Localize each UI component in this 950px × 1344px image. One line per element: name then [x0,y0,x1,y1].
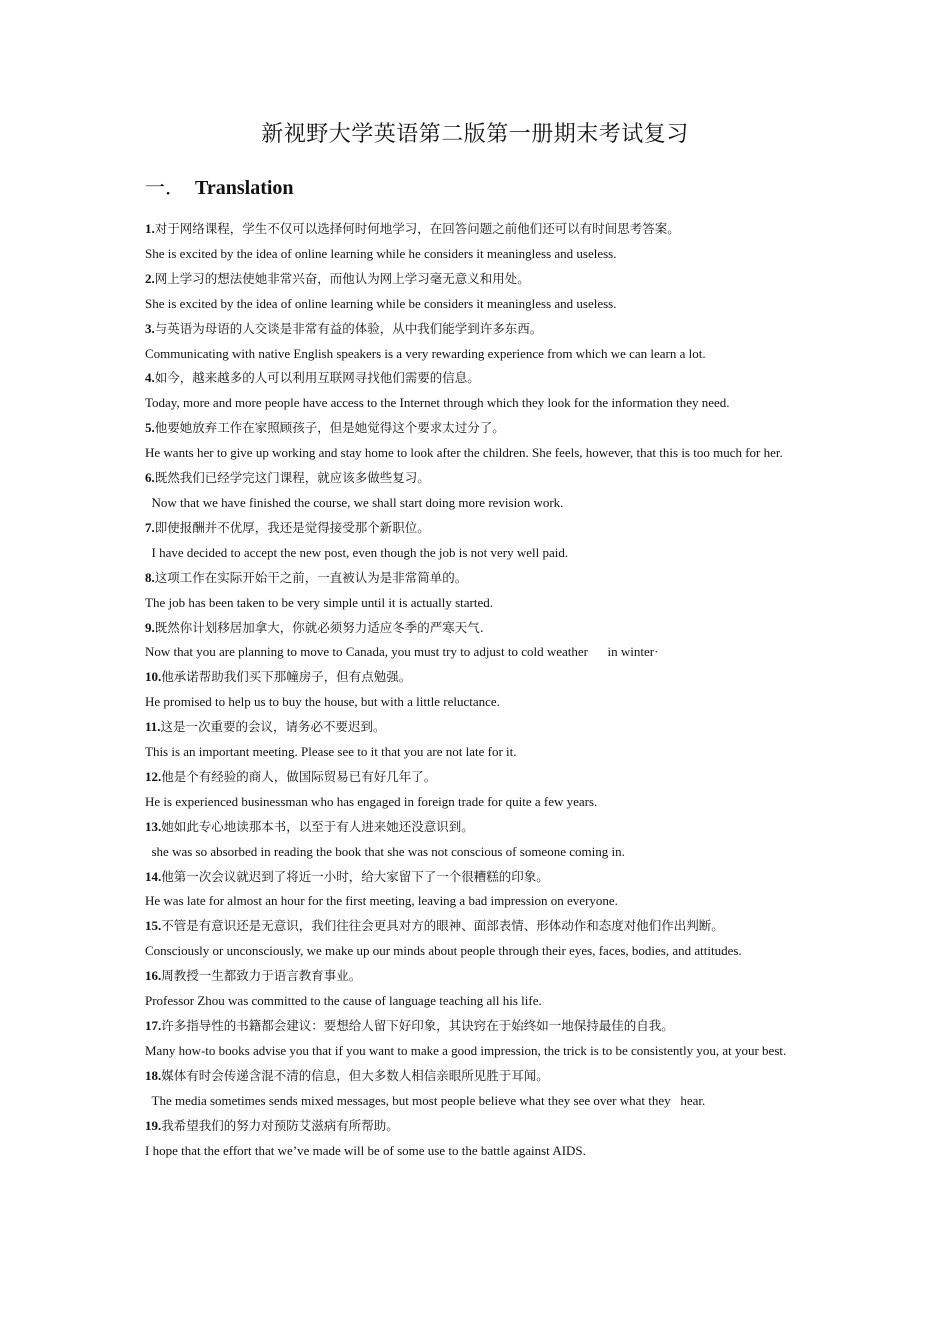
chinese-sentence: 周教授一生都致力于语言教育事业。 [161,968,362,984]
item-number: 9. [145,619,155,635]
chinese-sentence: 即使报酬并不优厚，我还是觉得接受那个新职位。 [154,519,430,535]
english-translation: she was so absorbed in reading the book that she was not conscious of someone coming in. [145,843,625,859]
english-translation: I have decided to accept the new post, even though the job is not very well paid. [145,544,569,560]
chinese-sentence: 她如此专心地读那本书，以至于有人进来她还没意识到。 [161,818,474,834]
item-number: 15. [145,918,162,934]
english-translation: Professor Zhou was committed to the cause of language teaching all his life. [145,993,542,1009]
translation-item-chinese [145,566,815,591]
section-label: Translation [195,177,294,199]
item-number: 6. [145,470,155,486]
translation-item-chinese [145,416,815,441]
document-title: 新视野大学英语第二版第一册期末考试复习 [261,122,689,147]
chinese-sentence: 他要她放弃工作在家照顾孩子，但是她觉得这个要求太过分了。 [154,420,505,436]
translation-item-chinese [145,1114,815,1139]
translation-item-chinese [145,1014,815,1039]
chinese-sentence: 这是一次重要的会议，请务必不要迟到。 [160,719,386,735]
chinese-sentence: 媒体有时会传递含混不清的信息，但大多数人相信亲眼所见胜于耳闻。 [161,1067,549,1083]
section-heading [145,172,294,203]
chinese-sentence: 与英语为母语的人交谈是非常有益的体验，从中我们能学到许多东西。 [154,320,543,336]
translation-item-chinese [145,267,815,292]
english-translation: Today, more and more people have access to the Internet through which they look for the information they need. [145,395,730,411]
chinese-sentence: 既然我们已经学完这门课程，就应该多做些复习。 [154,470,430,486]
chinese-sentence: 他第一次会议就迟到了将近一小时，给大家留下了一个很糟糕的印象。 [161,868,549,884]
translation-item-chinese [145,914,815,939]
item-number: 5. [145,420,155,436]
english-translation: She is excited by the idea of online learning while be considers it meaningless and useless. [145,295,617,311]
item-number: 4. [145,370,155,386]
translation-item-chinese [145,317,815,342]
english-translation: He was late for almost an hour for the first meeting, leaving a bad impression on everyone. [145,893,618,909]
translation-item-chinese [145,217,815,242]
translation-item-chinese [145,616,815,641]
english-translation: The job has been taken to be very simple until it is actually started. [145,594,494,610]
item-number: 12. [145,768,162,784]
chinese-sentence: 不管是有意识还是无意识，我们往往会更具对方的眼神、面部表情、形体动作和态度对他们作出判断。 [161,918,724,934]
chinese-sentence: 我希望我们的努力对预防艾滋病有所帮助。 [161,1117,399,1133]
item-number: 7. [145,519,155,535]
item-number: 8. [145,569,155,585]
english-translation: This is an important meeting. Please see to it that you are not late for it. [145,744,517,760]
english-translation: He is experienced businessman who has engaged in foreign trade for quite a few years. [145,793,598,809]
translation-item-chinese [145,366,815,391]
english-translation: The media sometimes sends mixed messages, but most people believe what they see over what they hear. [145,1092,706,1108]
chinese-sentence: 对于网络课程，学生不仅可以选择何时何地学习，在回答问题之前他们还可以有时间思考答案。 [154,221,680,236]
chinese-sentence: 网上学习的想法使她非常兴奋，而他认为网上学习毫无意义和用处。 [154,270,530,286]
translation-item-chinese [145,1064,815,1089]
item-number: 1. [145,221,155,236]
translation-item-chinese [145,715,815,740]
section-number: 一． [145,175,185,199]
chinese-sentence: 许多指导性的书籍都会建议：要想给人留下好印象，其诀窍在于始终如一地保持最佳的自我。 [161,1018,674,1033]
item-number: 19. [145,1117,162,1133]
item-number: 17. [145,1018,162,1033]
english-translation: I hope that the effort that we’ve made will be of some use to the battle against AIDS. [145,1142,586,1158]
english-translation: Now that you are planning to move to Canada, you must try to adjust to cold weather in winter· [145,644,659,660]
chinese-sentence: 他承诺帮助我们买下那幢房子，但有点勉强。 [161,669,412,685]
translation-item-chinese [145,964,815,989]
chinese-sentence: 既然你计划移居加拿大，你就必须努力适应冬季的严寒天气. [154,619,484,635]
translation-list [145,217,815,1163]
chinese-sentence: 他是个有经验的商人，做国际贸易已有好几年了。 [161,768,437,784]
item-number: 3. [145,320,155,336]
english-translation: She is excited by the idea of online learning while he considers it meaningless and useless. [145,245,617,261]
item-number: 10. [145,669,162,685]
chinese-sentence: 这项工作在实际开始干之前，一直被认为是非常简单的。 [154,569,468,585]
english-translation: Now that we have finished the course, we shall start doing more revision work. [145,494,564,510]
english-translation: Many how-to books advise you that if you want to make a good impression, the trick is to be consistently you, at your best. [145,1042,787,1058]
item-number: 11. [145,719,161,735]
english-translation: He wants her to give up working and stay home to look after the children. She feels, however, that this is too much for her. [145,445,783,461]
english-translation: Communicating with native English speakers is a very rewarding experience from which we can learn a lot. [145,345,706,361]
translation-item-chinese [145,865,815,890]
translation-item-chinese [145,466,815,491]
translation-item-chinese [145,665,815,690]
english-translation: Consciously or unconsciously, we make up our minds about people through their eyes, faces, bodies, and attitudes. [145,943,742,959]
item-number: 14. [145,868,162,884]
translation-item-chinese [145,815,815,840]
translation-item-chinese [145,765,815,790]
item-number: 18. [145,1067,162,1083]
chinese-sentence: 如今，越来越多的人可以利用互联网寻找他们需要的信息。 [154,370,480,386]
translation-item-chinese [145,516,815,541]
item-number: 16. [145,968,162,984]
english-translation: He promised to help us to buy the house, but with a little reluctance. [145,694,500,710]
item-number: 2. [145,270,155,286]
item-number: 13. [145,818,162,834]
